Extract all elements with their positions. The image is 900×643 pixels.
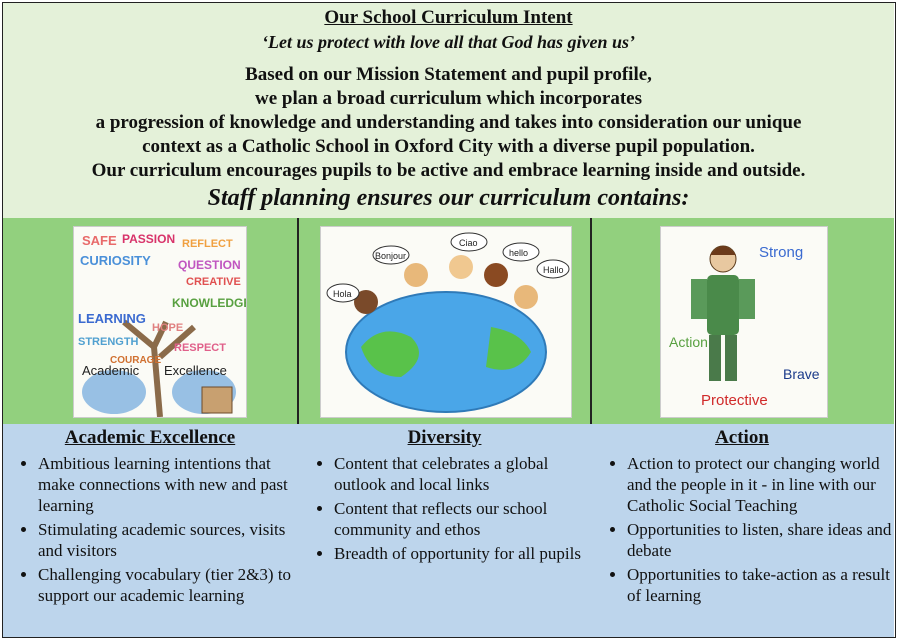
bullet-item: • Ambitious learning intentions that make connections with new and past learning [38,453,297,516]
tree-drawing [73,226,247,418]
greeting-bubble: Bonjour [375,251,407,261]
tree-caption-right: Excellence [164,363,227,378]
academic-excellence-column [3,424,297,637]
tree-word: LEARNING [78,311,146,326]
illustration-row [3,218,894,425]
bullet-item: • Opportunities to listen, share ideas and debate [627,519,892,561]
column-heading: Academic Excellence [64,427,236,448]
diversity-column [299,424,590,637]
page-title: Our School Curriculum Intent [324,7,573,28]
tree-word: REFLECT [182,238,233,250]
school-motto: ‘Let us protect with love all that God has given us’ [261,32,635,52]
greeting-bubble: Ciao [459,238,478,248]
bullet-list [3,453,297,606]
greeting-bubble: Hola [333,289,352,299]
bullet-item: • Stimulating academic sources, visits and visitors [38,519,297,561]
intro-text [13,63,884,183]
intro-line: Our curriculum encourages pupils to be active and embrace learning inside and outside. [91,160,806,181]
curriculum-intent-sheet [2,2,896,638]
text-row [3,424,894,637]
greeting-bubble: Hallo [543,265,564,275]
bullet-item: • Action to protect our changing world and the people in it - in line with our Catholic Social Teaching [627,453,892,516]
intro-line: context as a Catholic School in Oxford City with a diverse pupil population. [142,136,755,157]
header-panel [3,3,894,219]
figure-word: Action [669,334,708,350]
figure-drawing-svg [661,227,827,417]
intro-line: a progression of knowledge and understanding and takes into consideration our unique [95,112,802,133]
tree-word: KNOWLEDGE [172,296,246,310]
tree-word: QUESTION [178,258,241,272]
intro-line: we plan a broad curriculum which incorporates [254,88,643,109]
tree-drawing-svg [74,227,246,417]
tree-caption-left: Academic [82,363,140,378]
greeting-bubble: hello [509,248,529,258]
tree-word: HOPE [152,322,184,334]
staff-planning-heading: Staff planning ensures our curriculum contains: [207,185,690,211]
tree-word: SAFE [82,233,117,248]
tree-word: COURAGE [110,355,162,366]
intro-line: Based on our Mission Statement and pupil profile, [245,64,652,85]
figure-drawing [660,226,828,418]
action-column [592,424,892,637]
tree-word: PASSION [122,232,176,246]
tree-word: RESPECT [174,342,226,354]
bullet-list [299,453,590,564]
figure-word: Strong [759,244,804,261]
tree-word: CURIOSITY [80,253,151,268]
world-drawing [320,226,572,418]
tree-word: STRENGTH [78,336,139,348]
figure-word: Protective [701,392,768,409]
column-heading: Action [715,427,769,448]
bullet-item: • Opportunities to take-action as a result of learning [627,564,892,606]
tree-word: CREATIVE [186,276,241,288]
bullet-item: • Content that reflects our school community and ethos [334,498,590,540]
bullet-item: • Challenging vocabulary (tier 2&3) to support our academic learning [38,564,297,606]
figure-word: Brave [783,366,820,382]
column-heading: Diversity [407,427,482,448]
bullet-list [592,453,892,606]
world-drawing-svg [321,227,571,417]
bullet-item: • Content that celebrates a global outlook and local links [334,453,590,495]
bullet-item: • Breadth of opportunity for all pupils [334,543,590,564]
